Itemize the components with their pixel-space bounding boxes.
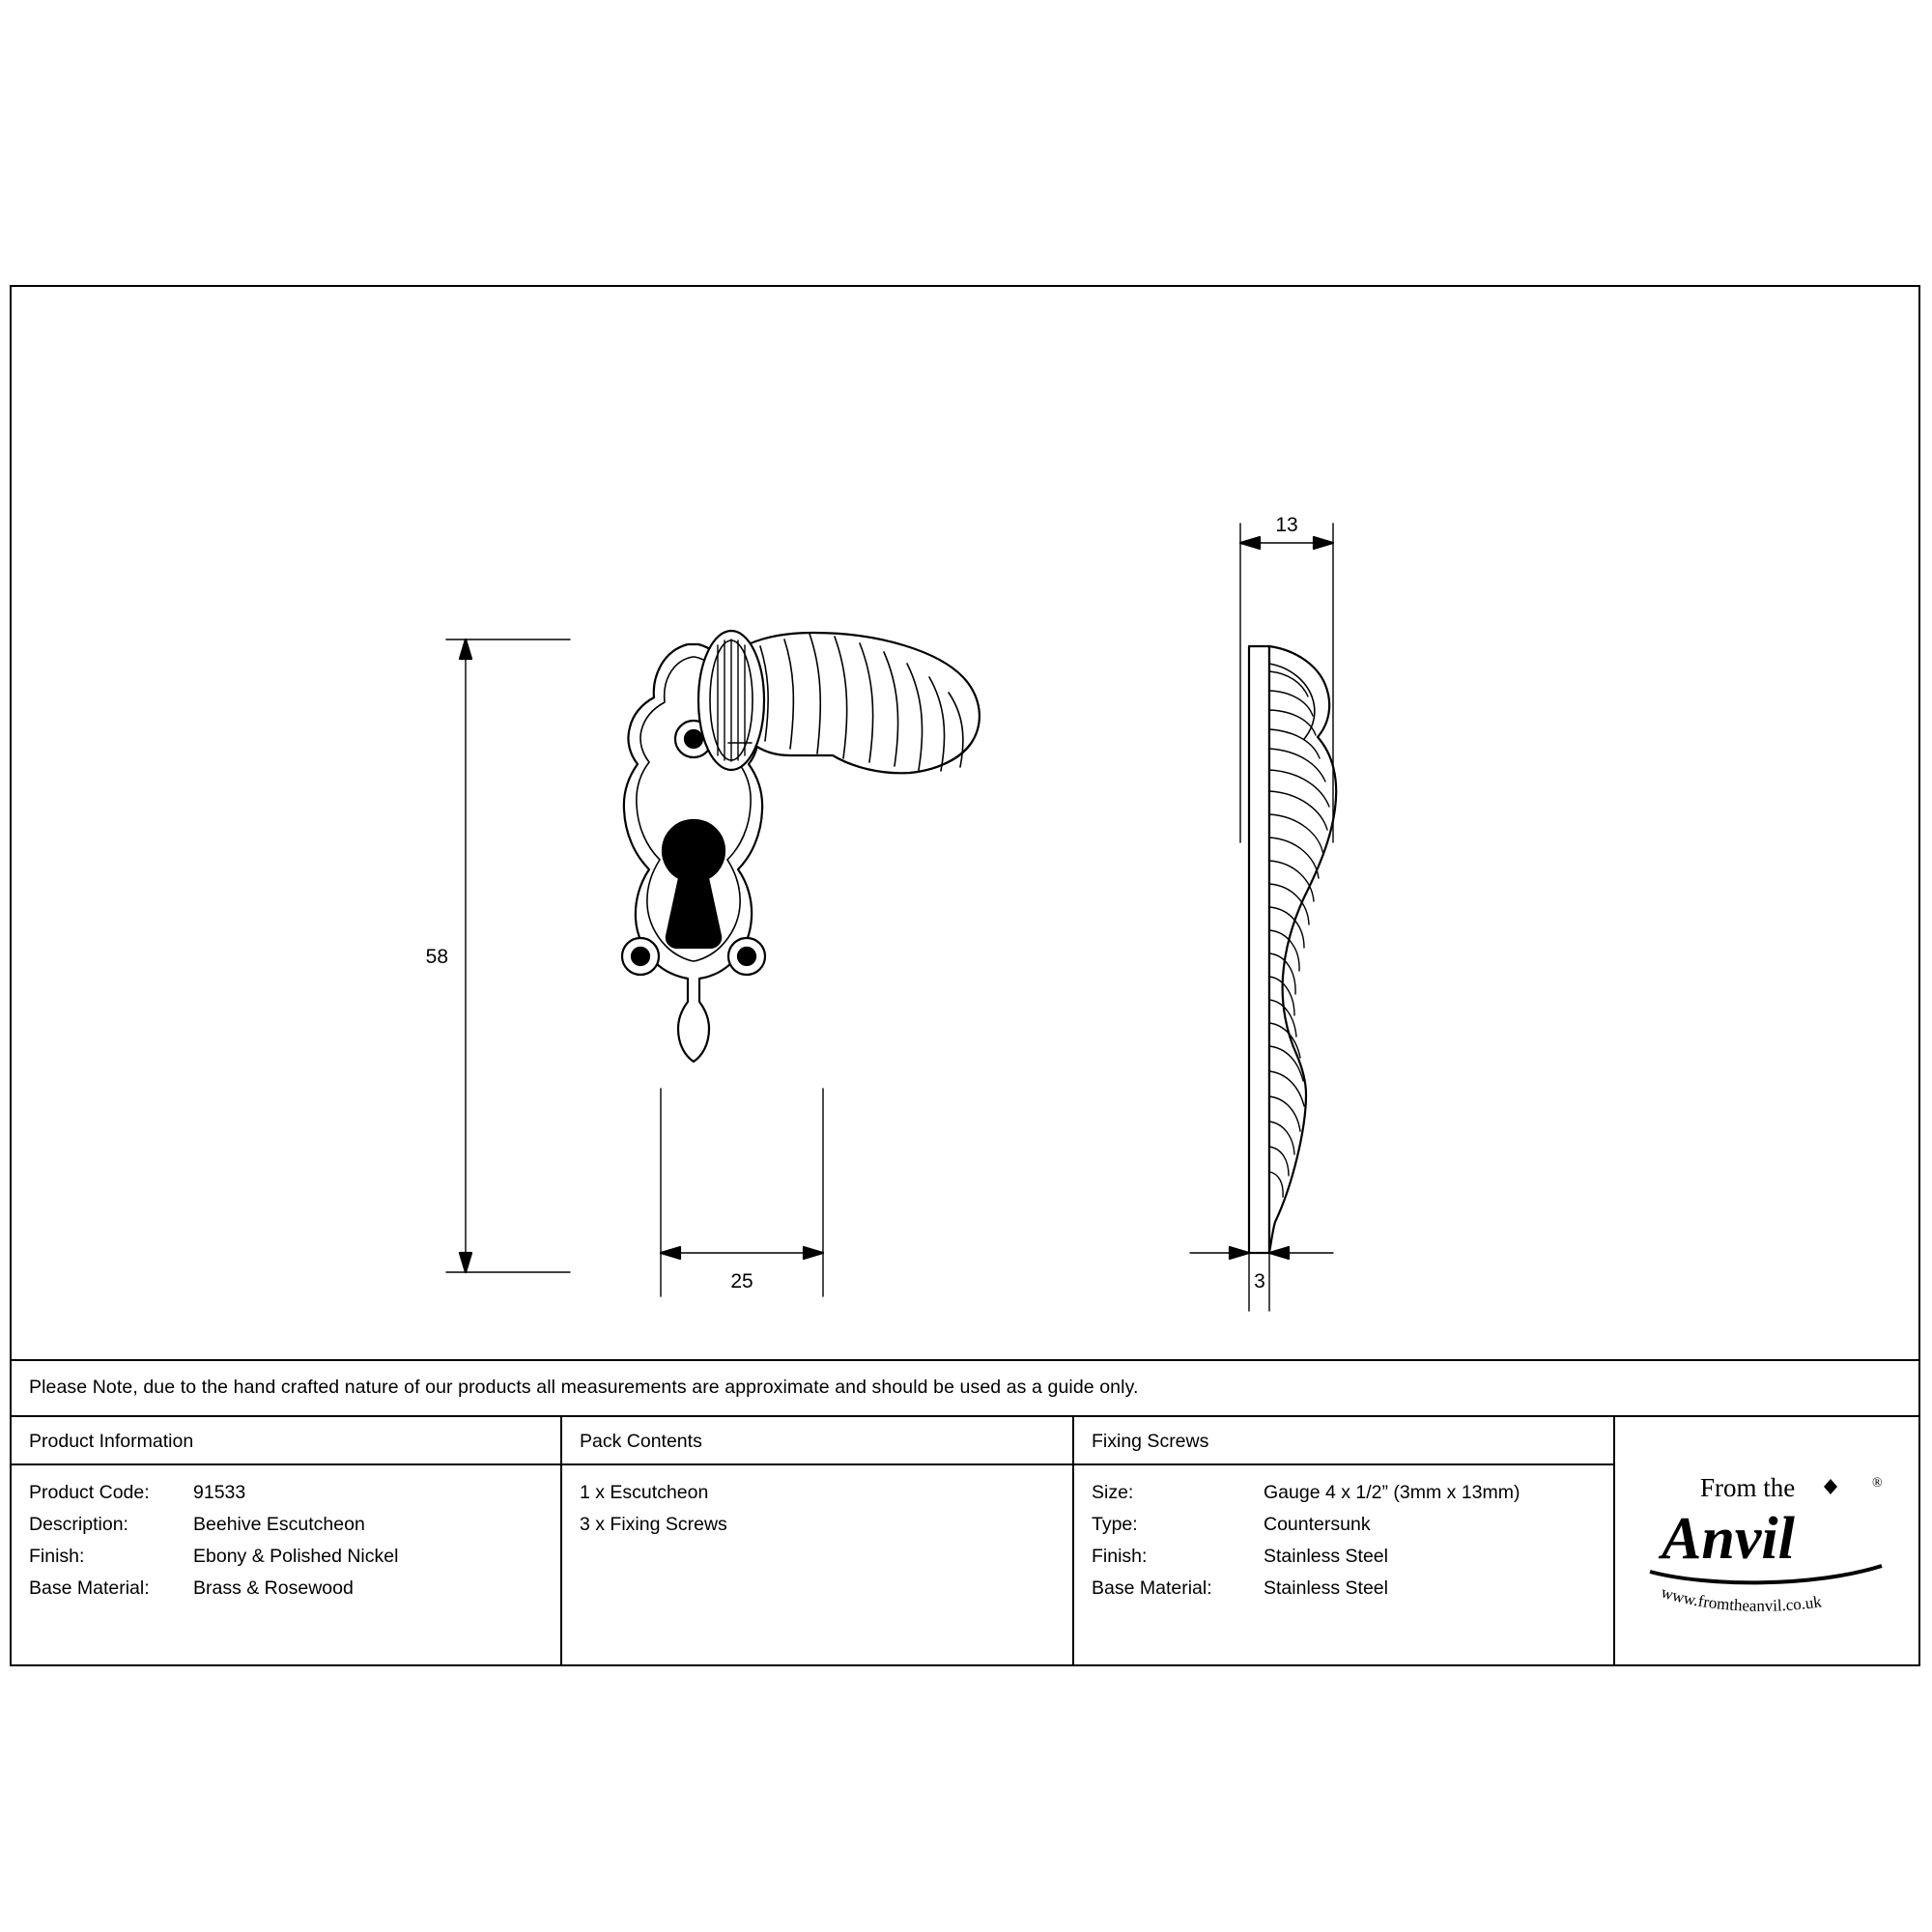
finish-row	[29, 1541, 553, 1573]
screw-base-material-key: Base Material:	[1092, 1577, 1212, 1599]
info-table	[12, 1415, 1918, 1666]
screw-size-key: Size:	[1092, 1482, 1134, 1503]
product-information-heading: Product Information	[29, 1431, 194, 1452]
dimension-label-side-depth-top: 13	[1275, 514, 1298, 536]
screw-base-material-value: Stainless Steel	[1264, 1577, 1388, 1599]
description-value: Beehive Escutcheon	[193, 1514, 365, 1535]
diamond-icon	[1824, 1479, 1837, 1494]
description-key: Description:	[29, 1514, 128, 1535]
logo-line2: Anvil	[1662, 1506, 1795, 1572]
logo-registered-mark: ®	[1872, 1476, 1883, 1491]
fixing-screws-column	[1074, 1417, 1615, 1666]
logo-url[interactable]: www.fromtheanvil.co.uk	[1659, 1582, 1823, 1615]
pack-contents-item: 3 x Fixing Screws	[580, 1514, 727, 1535]
drawing-svg	[12, 287, 1918, 1359]
dimension-label-width: 25	[730, 1270, 753, 1293]
product-code-key: Product Code:	[29, 1482, 150, 1503]
measurement-note: Please Note, due to the hand crafted nature of our products all measurements are approximate and should be used as a guide only.	[29, 1377, 1139, 1398]
base-material-value: Brass & Rosewood	[193, 1577, 354, 1599]
dimension-label-side-depth-bottom: 3	[1254, 1270, 1265, 1293]
brand-logo	[1615, 1417, 1918, 1666]
screw-finish-value: Stainless Steel	[1264, 1546, 1388, 1567]
drawing-sheet	[10, 285, 1920, 1666]
screw-type-key: Type:	[1092, 1514, 1138, 1535]
description-row	[29, 1509, 553, 1541]
product-code-row	[29, 1477, 553, 1509]
screw-size-value: Gauge 4 x 1/2” (3mm x 13mm)	[1264, 1482, 1520, 1503]
base-material-row	[29, 1573, 553, 1605]
screw-size-row	[1092, 1477, 1605, 1509]
logo-column	[1615, 1417, 1918, 1666]
screw-type-value: Countersunk	[1264, 1514, 1371, 1535]
fixing-screws-heading: Fixing Screws	[1092, 1431, 1209, 1452]
screw-type-row	[1092, 1509, 1605, 1541]
product-code-value: 91533	[193, 1482, 246, 1503]
column-divider	[12, 1463, 560, 1465]
screw-finish-key: Finish:	[1092, 1546, 1148, 1567]
finish-value: Ebony & Polished Nickel	[193, 1546, 399, 1567]
screw-finish-row	[1092, 1541, 1605, 1573]
base-material-key: Base Material:	[29, 1577, 150, 1599]
logo-svg	[1640, 1450, 1901, 1634]
column-divider	[562, 1463, 1072, 1465]
screw-base-material-row	[1092, 1573, 1605, 1605]
finish-key: Finish:	[29, 1546, 85, 1567]
note-row	[12, 1359, 1918, 1415]
pack-contents-heading: Pack Contents	[580, 1431, 702, 1452]
technical-drawing	[12, 287, 1918, 1359]
logo-line1: From the	[1700, 1473, 1796, 1502]
pack-contents-item: 1 x Escutcheon	[580, 1482, 709, 1503]
column-divider	[1074, 1463, 1613, 1465]
product-information-column	[12, 1417, 562, 1666]
pack-contents-column	[562, 1417, 1074, 1666]
dimension-label-height: 58	[425, 946, 448, 968]
